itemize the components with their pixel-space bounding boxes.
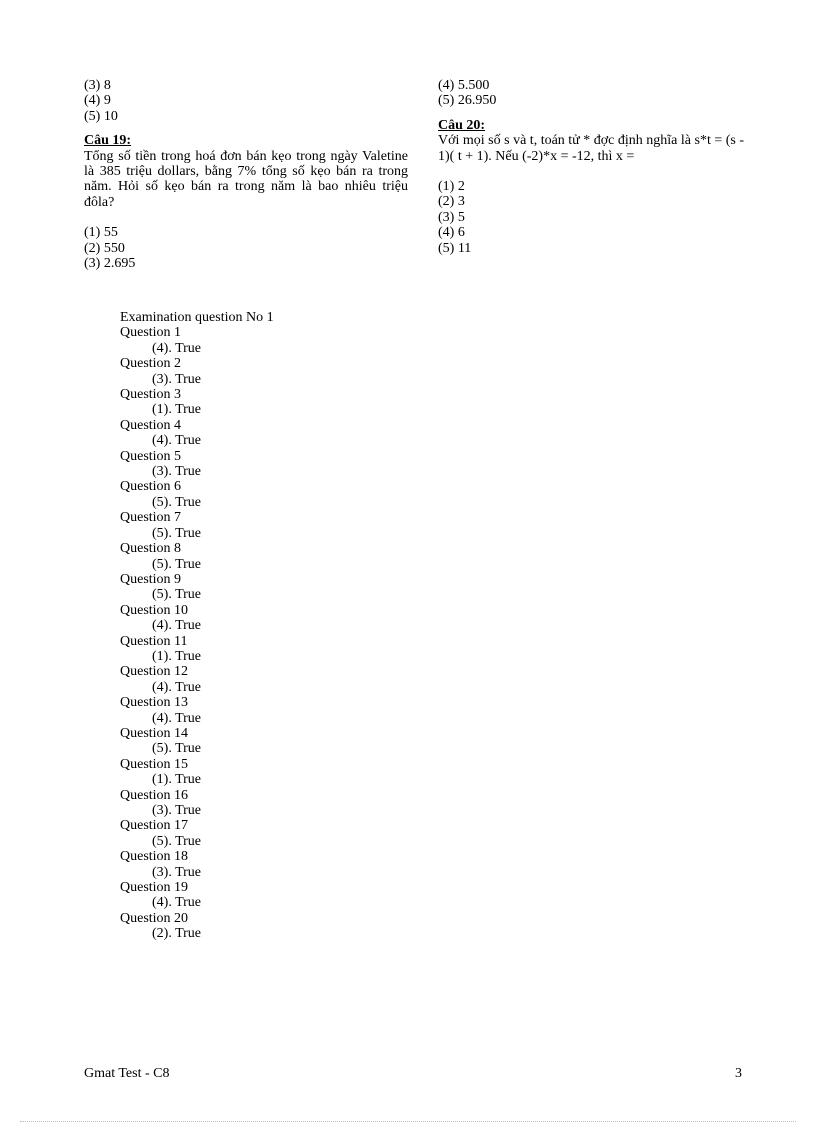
question-19-text: Tổng số tiền trong hoá đơn bán kẹo trong ngày Valetine là 385 triệu dollars, bằng 7% tổng số kẹo bán ra trong năm. Hỏi số kẹo bán ra trong năm là bao nhiêu triệu đôla? bbox=[84, 148, 408, 210]
answer-question: Question 8 bbox=[120, 541, 182, 557]
option-item: (1) 2 bbox=[438, 179, 465, 195]
prev-options bbox=[84, 78, 408, 124]
answer-question: Question 9 bbox=[120, 571, 182, 587]
answer-value: (5). True bbox=[152, 833, 202, 849]
answer-question: Question 14 bbox=[120, 725, 189, 741]
footer-title: Gmat Test - C8 bbox=[84, 1066, 170, 1081]
option-item: (3) 5 bbox=[438, 209, 465, 225]
answer-question: Question 16 bbox=[120, 787, 189, 803]
right-column bbox=[438, 78, 744, 256]
answer-question: Question 4 bbox=[120, 417, 182, 433]
option-item: (2) 3 bbox=[438, 194, 465, 210]
answer-value: (5). True bbox=[152, 741, 202, 757]
answer-value: (5). True bbox=[152, 494, 202, 510]
answer-value: (3). True bbox=[152, 803, 202, 818]
answer-value: (2). True bbox=[152, 926, 202, 942]
answer-value: (4). True bbox=[152, 340, 202, 356]
option-item: (1) 55 bbox=[84, 225, 118, 241]
option-item: (5) 26.950 bbox=[438, 93, 497, 109]
answer-question: Question 13 bbox=[120, 695, 189, 711]
option-item: (5) 10 bbox=[84, 108, 118, 124]
answer-value: (4). True bbox=[152, 433, 202, 449]
answer-question: Question 18 bbox=[120, 849, 189, 865]
page-bottom-divider bbox=[20, 1121, 796, 1122]
answer-question: Question 19 bbox=[120, 880, 189, 896]
answer-value: (1). True bbox=[152, 772, 202, 788]
answer-question: Question 7 bbox=[120, 510, 182, 526]
answer-question: Question 5 bbox=[120, 448, 182, 464]
answer-value: (3). True bbox=[152, 464, 202, 480]
answer-value: (3). True bbox=[152, 371, 202, 387]
question-19-heading: Câu 19: bbox=[84, 133, 132, 149]
answer-value: (4). True bbox=[152, 618, 202, 634]
answer-question: Question 3 bbox=[120, 387, 182, 403]
answer-value: (1). True bbox=[152, 402, 202, 418]
option-item: (3) 2.695 bbox=[84, 256, 136, 272]
answer-question: Question 15 bbox=[120, 756, 189, 772]
answer-key bbox=[120, 310, 274, 942]
question-19-options-continued bbox=[438, 78, 744, 109]
option-item: (4) 5.500 bbox=[438, 78, 490, 93]
answer-value: (5). True bbox=[152, 525, 202, 541]
option-item: (3) 8 bbox=[84, 78, 111, 93]
question-19-options bbox=[84, 225, 408, 271]
answer-value: (4). True bbox=[152, 895, 202, 911]
answer-value: (5). True bbox=[152, 556, 202, 572]
answer-question: Question 12 bbox=[120, 664, 189, 680]
answer-question: Question 2 bbox=[120, 356, 182, 372]
answer-question: Question 1 bbox=[120, 325, 182, 341]
answer-question: Question 20 bbox=[120, 910, 189, 926]
answer-question: Question 10 bbox=[120, 602, 189, 618]
page-number: 3 bbox=[735, 1066, 742, 1081]
question-20-options bbox=[438, 179, 744, 256]
answer-value: (5). True bbox=[152, 587, 202, 603]
answer-value: (3). True bbox=[152, 864, 202, 880]
answer-value: (4). True bbox=[152, 679, 202, 695]
option-item: (5) 11 bbox=[438, 240, 472, 256]
answer-question: Question 11 bbox=[120, 633, 188, 649]
option-item: (2) 550 bbox=[84, 240, 125, 256]
question-20-heading: Câu 20: bbox=[438, 117, 486, 133]
answer-question: Question 6 bbox=[120, 479, 182, 495]
option-item: (4) 6 bbox=[438, 225, 465, 241]
answer-value: (1). True bbox=[152, 648, 202, 664]
left-column bbox=[84, 78, 408, 271]
answer-list bbox=[120, 325, 274, 941]
answer-question: Question 17 bbox=[120, 818, 189, 834]
answer-key-title: Examination question No 1 bbox=[120, 310, 274, 325]
option-item: (4) 9 bbox=[84, 93, 111, 109]
answer-value: (4). True bbox=[152, 710, 202, 726]
question-20-text: Với mọi số s và t, toán tử * đợc định nghĩa là s*t = (s - 1)( t + 1). Nếu (-2)*x = -12, thì x = bbox=[438, 133, 744, 164]
